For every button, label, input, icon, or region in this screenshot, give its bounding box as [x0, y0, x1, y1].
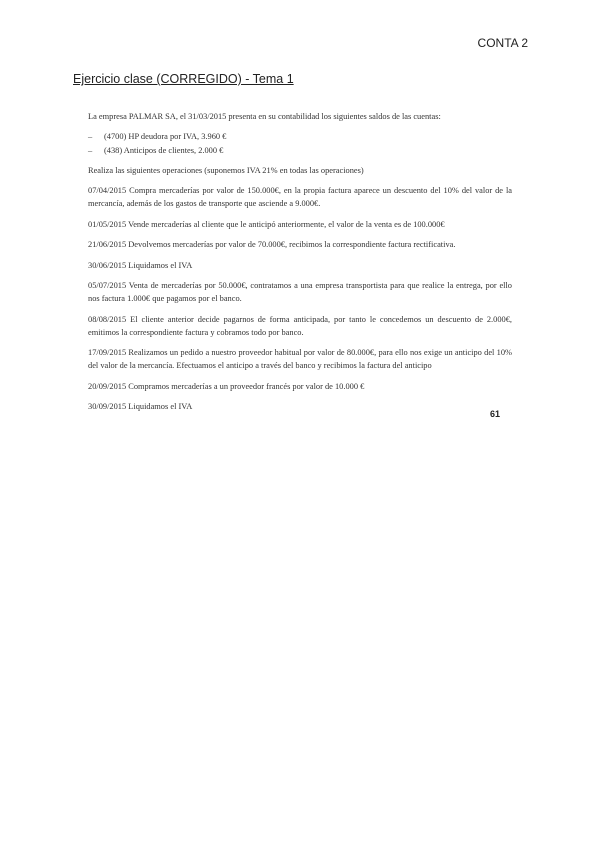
dash-bullet-icon: – [88, 131, 93, 141]
balance-text: (438) Anticipos de clientes, 2.000 € [104, 145, 224, 155]
document-body [88, 110, 512, 421]
page-number: 61 [490, 409, 501, 419]
operation-paragraph: 21/06/2015 Devolvemos mercaderías por valor de 70.000€, recibimos la correspondiente factura rectificativa. [88, 240, 456, 249]
intro-paragraph: La empresa PALMAR SA, el 31/03/2015 presenta en su contabilidad los siguientes saldos de las cuentas: [88, 112, 441, 121]
course-header: CONTA 2 [477, 36, 528, 50]
page-title: Ejercicio clase (CORREGIDO) - Tema 1 [73, 72, 294, 86]
balances-list [88, 131, 512, 157]
list-item [88, 131, 512, 143]
operation-paragraph: 30/09/2015 Liquidamos el IVA [88, 402, 193, 411]
operation-paragraph: 08/08/2015 El cliente anterior decide pagarnos de forma anticipada, por tanto le concedemos un descuento de 2.000€, emitimos la correspondiente factura y cobramos todo por banco. [88, 314, 512, 337]
dash-bullet-icon: – [88, 145, 93, 155]
operation-paragraph: 07/04/2015 Compra mercaderías por valor de 150.000€, en la propia factura aparece un descuento del 10% del valor de la mercancía, además de los gastos de transporte que asciende a 9.000€. [88, 186, 512, 208]
operation-paragraph: 30/06/2015 Liquidamos el IVA [88, 260, 193, 270]
operation-paragraph: 01/05/2015 Vende mercaderías al cliente que le anticipó anteriormente, el valor de la venta es de 100.000€ [88, 219, 445, 229]
operation-paragraph: 17/09/2015 Realizamos un pedido a nuestro proveedor habitual por valor de 80.000€, para ello nos exige un anticipo del 10% del valor de la mercancía. Efectuamos el anticipo a través del banco y recibimos la factura del anticipo [88, 348, 512, 370]
list-item [88, 145, 512, 157]
operation-paragraph: 05/07/2015 Venta de mercaderías por 50.000€, contratamos a una empresa transportista para que realice la entrega, por ello nos factura 1.000€ que pagamos por el banco. [88, 281, 512, 303]
operation-paragraph: 20/09/2015 Compramos mercaderías a un proveedor francés por valor de 10.000 € [88, 381, 365, 391]
balance-text: (4700) HP deudora por IVA, 3.960 € [104, 131, 227, 141]
instruction-paragraph: Realiza las siguientes operaciones (suponemos IVA 21% en todas las operaciones) [88, 165, 364, 175]
